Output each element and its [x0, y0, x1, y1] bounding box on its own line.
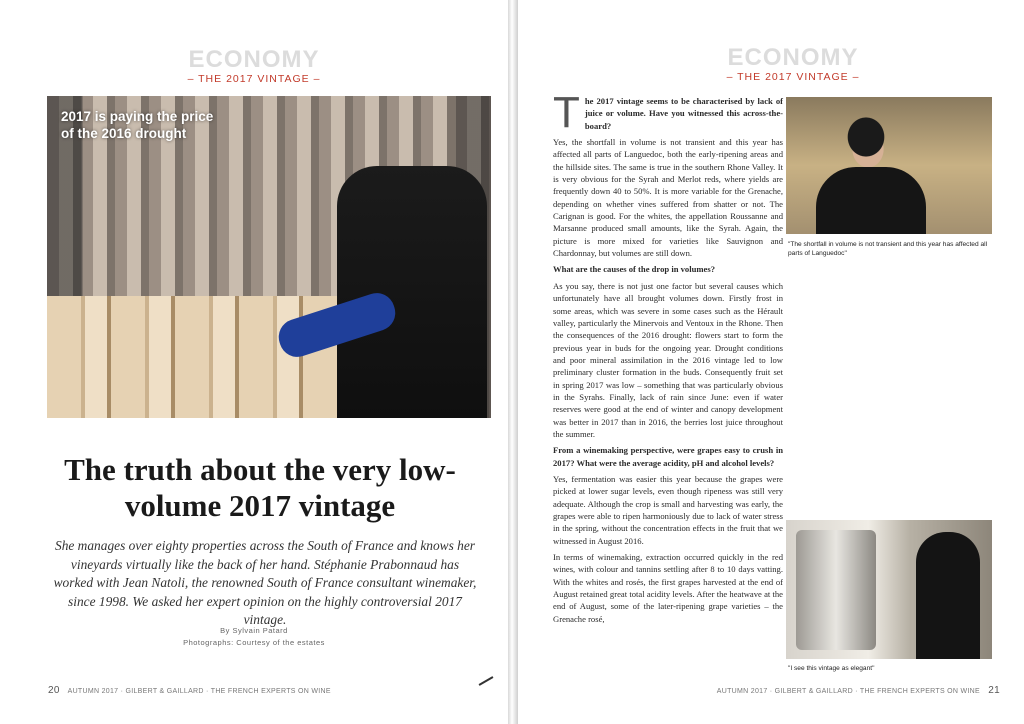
- section-title: ECONOMY: [188, 46, 320, 73]
- page-number: 20: [48, 685, 60, 696]
- winemaker-figure: [337, 166, 487, 418]
- answer-3b: In terms of winemaking, extraction occurred quickly in the red wines, with colour and tannins settling after 8 to 10 days vatting. With the whites and rosés, the first grapes harvested at the end of August retained great total acidity levels. After the heatwave at the end of August, some of the later-ripening grape varieties – the Grenache rosé,: [553, 552, 783, 624]
- folio-text: AUTUMN 2017 · GILBERT & GAILLARD · THE FRENCH EXPERTS ON WINE: [67, 688, 331, 695]
- cellar-figure: [916, 532, 980, 659]
- folio-right: [717, 685, 1000, 696]
- folio-left: [48, 685, 331, 696]
- right-page: [518, 0, 1024, 724]
- question-2: What are the causes of the drop in volumes?: [553, 264, 716, 275]
- standfirst: She manages over eighty properties across the South of France and knows her vineyards virtually like the back of her hand. Stéphanie Prabonnaud has worked with Jean Natoli, the renowned South of France consultant winemaker, since 1998. We asked her expert opinion on the highly controversial 2017 vintage.: [53, 538, 477, 627]
- article-column: [553, 88, 783, 629]
- folio-text: AUTUMN 2017 · GILBERT & GAILLARD · THE FRENCH EXPERTS ON WINE: [716, 688, 981, 695]
- cellar-photo: [786, 520, 992, 659]
- question-1: [553, 88, 783, 137]
- answer-3a: Yes, fermentation was easier this year because the grapes were picked at lower sugar levels, even though ripeness was still very adequate. Although the crop is small and harvesting was early, the grapes were able to ripen harmoniously due to lack of water stress in the spring, without the concentration effects in the fruit that we witnessed in August 2016.: [553, 473, 783, 546]
- section-header: [668, 46, 918, 83]
- caption-1: "The shortfall in volume is not transient and this year has affected all parts of Languedoc": [788, 241, 988, 257]
- photo-credit: Photographs: Courtesy of the estates: [183, 638, 325, 647]
- page-gutter: [508, 0, 518, 724]
- barrels-image: [47, 296, 347, 418]
- section-subtitle: – THE 2017 VINTAGE –: [726, 71, 860, 83]
- question-3: From a winemaking perspective, were grapes easy to crush in 2017? What were the average acidity, pH and alcohol levels?: [553, 445, 783, 468]
- pen-mark-icon: [479, 676, 494, 686]
- page-number: 21: [988, 685, 1000, 696]
- byline-block: [0, 625, 508, 649]
- photo-overlay-text: 2017 is paying the price of the 2016 drought: [61, 109, 214, 141]
- headline: The truth about the very low-volume 2017 vintage: [64, 452, 456, 523]
- winemaker-photo: [47, 96, 491, 418]
- caption-2: "I see this vintage as elegant": [788, 665, 875, 672]
- steel-tank: [796, 530, 876, 650]
- section-subtitle: – THE 2017 VINTAGE –: [187, 73, 321, 85]
- answer-1: Yes, the shortfall in volume is not transient and this year has affected all parts of Languedoc, both the early-ripening areas and the hillside sites. The same is true in the southern Rhone Valley. It is very obvious for the Syrah and Merlot reds, where yields are frequently down 40 to 50%. It is more variable for the Grenache, depending on whether vines suffered from shatter or not. The Carignan is good. For the whites, the appellation Roussanne and Marsanne produced small amounts, like the Syrah. Again, the picture is more mixed for varieties like Sauvignon and Chardonnay, but volumes are still down.: [553, 137, 783, 259]
- left-page: [0, 0, 508, 724]
- section-header: [0, 48, 508, 85]
- answer-2: As you say, there is not just one factor but several causes which unfortunately have all brought volumes down. Firstly frost in some areas, which was severe in some cases such as the Hérault valley, particularly the Minervois and Ventoux in the Rhone. Then the consequences of the 2016 drought: flowers start to form the previous year in buds for the ongoing year. Drought conditions and poor mineral assimilation in the 2016 vintage led to low preliminary cluster formation in the buds. Consequently fruit set in spring 2017 was low – something that was particularly obvious in the Syrahs. Finally, lack of rain since June: even if water reserves were good at the end of winter and canopy development was better in 2017 than in 2016, the berries lost juice throughout the summer.: [553, 280, 783, 439]
- question-1-text: he 2017 vintage seems to be characterised by lack of juice or volume. Have you witnessed this across-the-board?: [584, 96, 783, 131]
- byline: By Sylvain Patard: [220, 626, 288, 635]
- section-title: ECONOMY: [727, 44, 859, 71]
- portrait-photo: [786, 97, 992, 234]
- portrait-figure: [816, 167, 926, 234]
- drop-cap: T: [553, 88, 580, 137]
